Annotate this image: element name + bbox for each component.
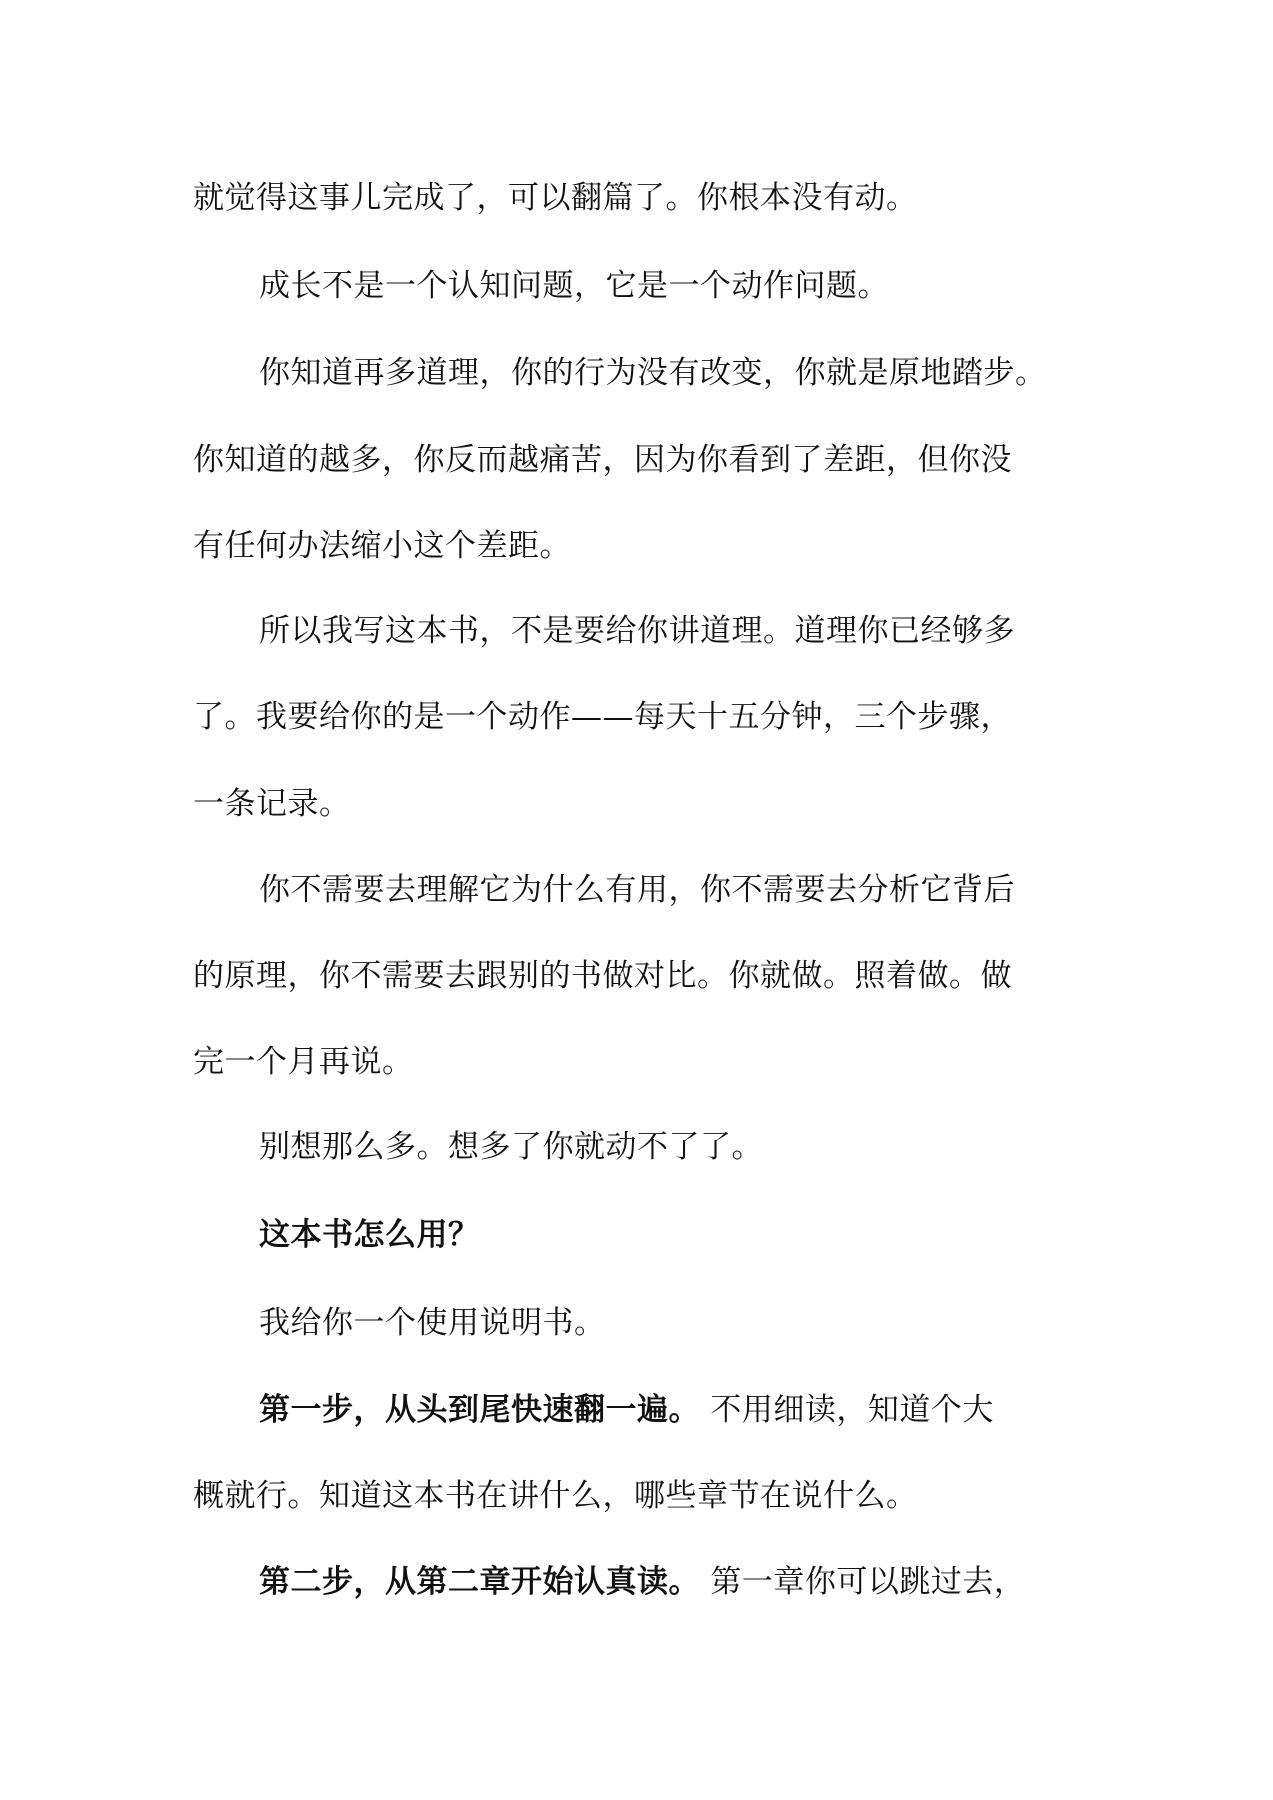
step-one-title: 第一步，从头到尾快速翻一遍。 xyxy=(259,1392,700,1428)
paragraph-line: 就觉得这事儿完成了，可以翻篇了。你根本没有动。 xyxy=(193,180,918,216)
paragraph-line: 别想那么多。想多了你就动不了了。 xyxy=(259,1129,763,1165)
section-heading: 这本书怎么用？ xyxy=(259,1217,480,1253)
step-two-title: 第二步，从第二章开始认真读。 xyxy=(259,1564,700,1600)
paragraph-line: 概就行。知道这本书在讲什么，哪些章节在说什么。 xyxy=(193,1478,918,1514)
paragraph-line: 有任何办法缩小这个差距。 xyxy=(193,528,571,564)
step-one-text: 不用细读，知道个大 xyxy=(700,1392,994,1428)
paragraph-line: 了。我要给你的是一个动作——每天十五分钟，三个步骤， xyxy=(193,699,1012,735)
paragraph-line: 你不需要去理解它为什么有用，你不需要去分析它背后 xyxy=(259,872,1015,908)
paragraph-line: 所以我写这本书，不是要给你讲道理。道理你已经够多 xyxy=(259,613,1015,649)
paragraph-line: 的原理，你不需要去跟别的书做对比。你就做。照着做。做 xyxy=(193,958,1012,994)
paragraph-line: 完一个月再说。 xyxy=(193,1044,414,1080)
paragraph-line: 你知道再多道理，你的行为没有改变，你就是原地踏步。 xyxy=(259,355,1047,391)
paragraph-line: 成长不是一个认知问题，它是一个动作问题。 xyxy=(259,268,889,304)
paragraph-line: 你知道的越多，你反而越痛苦，因为你看到了差距，但你没 xyxy=(193,442,1012,478)
step-two-text: 第一章你可以跳过去， xyxy=(700,1564,1026,1600)
paragraph-line: 一条记录。 xyxy=(193,786,351,822)
step-one-line xyxy=(259,1390,994,1430)
paragraph-line: 我给你一个使用说明书。 xyxy=(259,1305,606,1341)
step-two-line xyxy=(259,1562,1025,1602)
